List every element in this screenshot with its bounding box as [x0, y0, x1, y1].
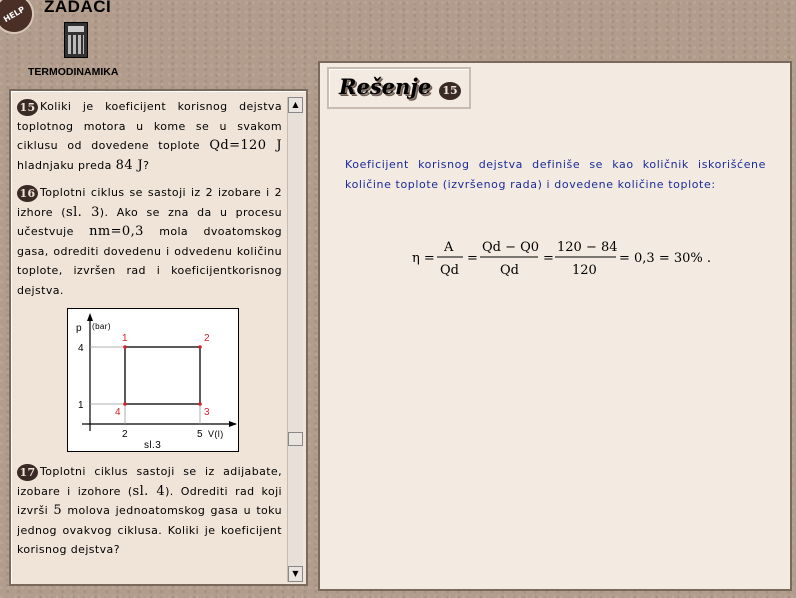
formula-svg [410, 233, 730, 283]
formula-den-2: Qd [500, 263, 519, 278]
problem-text: Toplotni ciklus sastoji se iz adijabate, izobare i izohore ( [17, 465, 282, 498]
y-tick-label: 4 [78, 343, 84, 354]
problem-math: Qd=120 J [209, 138, 282, 153]
point-4 [123, 402, 127, 406]
problem-text: molova jednoatomskog gasa u toku jednog ovakvog ciklusa. Koliki je koeficijent korisnog dejstva? [17, 504, 282, 556]
solution-panel [318, 61, 792, 591]
solution-header [327, 67, 471, 109]
solution-title: Rešenje [339, 74, 432, 99]
calculator-icon[interactable] [64, 22, 88, 58]
problem-17 [17, 462, 282, 560]
point-3 [198, 402, 202, 406]
problem-number-badge: 15 [17, 99, 38, 116]
problems-list [17, 97, 282, 580]
problem-text: Toplotni ciklus se sastoji iz 2 izobare i 2 izhore ( [17, 186, 282, 219]
problem-text: mola dvoatomskog gasa, odrediti dovedenu i odvedenu količinu toplote, izvršen rad i koeficijentkorisnog dejstva. [17, 225, 282, 297]
vertical-scrollbar[interactable] [287, 97, 303, 582]
problem-text: Koliki je koeficijent korisnog dejstva toplotnog motora u kome se u svakom ciklusu od dovedene toplote [17, 100, 282, 152]
x-tick-label: 5 [197, 429, 203, 440]
scroll-up-button[interactable]: ▲ [288, 97, 303, 113]
efficiency-formula [410, 233, 730, 287]
problem-text: ). Ako se zna da u procesu učestvuje [17, 205, 282, 238]
pv-diagram [68, 309, 238, 451]
svg-text:=: = [543, 251, 554, 266]
x-axis-arrow [229, 421, 237, 427]
problem-15 [17, 97, 282, 175]
problem-math: 5 [53, 503, 63, 518]
x-axis-label: V(l) [208, 429, 224, 439]
pv-diagram-figure [67, 308, 239, 452]
point-label: 2 [204, 333, 210, 344]
problem-math: 84 J [115, 157, 144, 173]
y-axis-unit: (bar) [92, 322, 111, 331]
problem-16 [17, 183, 282, 300]
x-tick-label: 2 [122, 429, 128, 440]
solution-text: Koeficijent korisnog dejstva definiše se kao količnik iskorišćene količine toplote (izvršenog rada) i dovedene količine toplote: [345, 158, 766, 191]
formula-den-3: 120 [572, 263, 597, 278]
figure-caption: sl.3 [144, 440, 162, 451]
formula-result: = 0,3 = 30% . [619, 251, 712, 266]
problem-text: ). Odrediti rad koji izvrši [17, 484, 282, 517]
problem-text: hladnjaku preda [17, 158, 116, 172]
point-2 [198, 345, 202, 349]
cycle-path [125, 347, 200, 404]
y-axis-label: p [76, 323, 82, 334]
svg-text:=: = [467, 251, 478, 266]
scroll-down-button[interactable]: ▼ [288, 566, 303, 582]
formula-num-3: 120 − 84 [557, 240, 618, 255]
scroll-thumb[interactable] [288, 432, 303, 446]
problem-math: nm=0,3 [89, 224, 144, 239]
problem-number-badge: 17 [17, 464, 38, 481]
point-label: 4 [115, 407, 121, 418]
problems-panel [9, 89, 308, 586]
y-tick-label: 1 [78, 400, 84, 411]
y-axis-arrow [87, 313, 93, 321]
help-icon[interactable]: HELP [0, 0, 41, 41]
formula-num-1: A [444, 240, 454, 255]
problem-math: sl. 3 [66, 204, 100, 220]
problem-math: sl. 4 [132, 483, 166, 499]
formula-den-1: Qd [440, 263, 459, 278]
point-label: 3 [204, 407, 210, 418]
app-title: ZADACI [44, 0, 112, 16]
solution-number-badge: 15 [439, 82, 461, 100]
point-label: 1 [122, 333, 128, 344]
problem-text: ? [143, 158, 150, 172]
point-1 [123, 345, 127, 349]
problem-number-badge: 16 [17, 185, 38, 202]
formula-eta: η = [412, 251, 435, 266]
section-label: TERMODINAMIKA [28, 66, 119, 78]
formula-num-2: Qd − Q0 [482, 240, 540, 255]
